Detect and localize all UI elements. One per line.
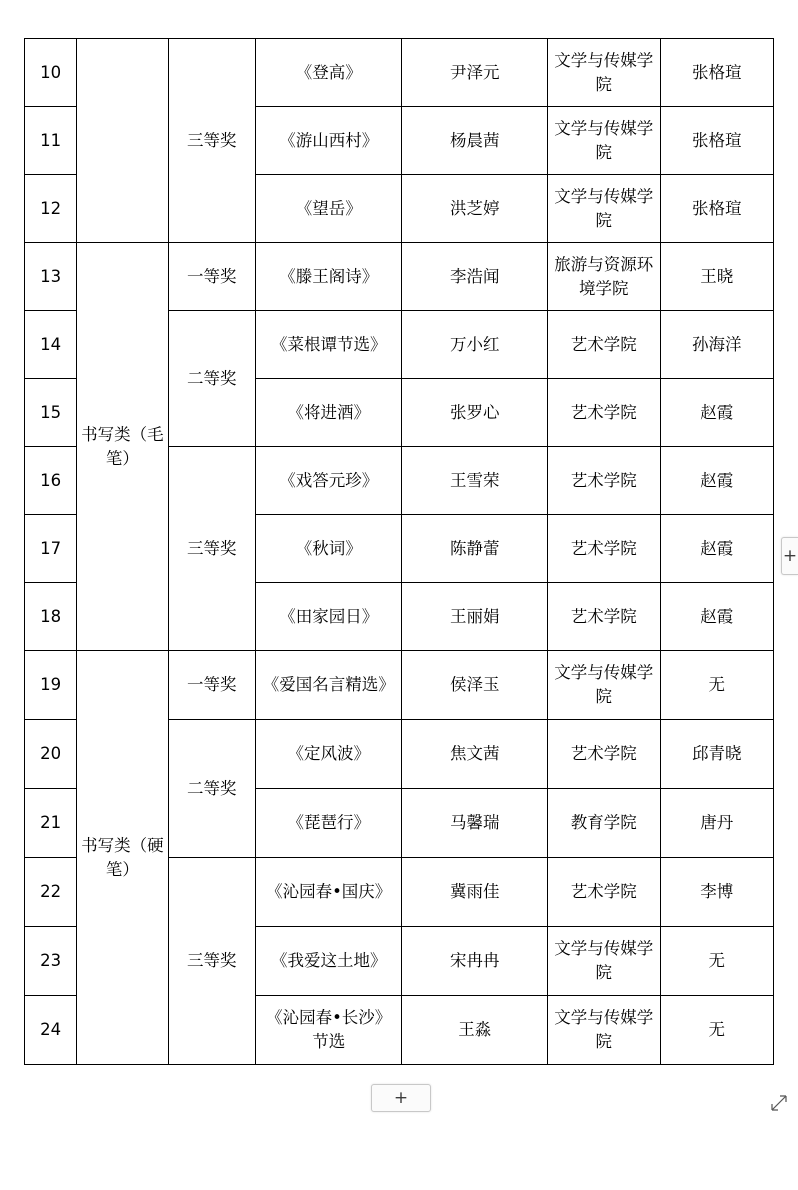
cell-work: 《爱国名言精选》: [255, 651, 402, 720]
cell-prize: 三等奖: [168, 39, 255, 243]
cell-no: 21: [25, 789, 77, 858]
cell-no: 15: [25, 379, 77, 447]
cell-coach: 张格瑄: [660, 107, 774, 175]
cell-name: 张罗心: [402, 379, 548, 447]
cell-no: 18: [25, 583, 77, 651]
cell-dept: 教育学院: [548, 789, 660, 858]
cell-name: 王雪荣: [402, 447, 548, 515]
cell-work: 《滕王阁诗》: [255, 243, 402, 311]
cell-coach: 张格瑄: [660, 39, 774, 107]
cell-coach: 赵霞: [660, 583, 774, 651]
cell-coach: 赵霞: [660, 447, 774, 515]
cell-no: 23: [25, 927, 77, 996]
cell-category-maobi: 书写类（毛笔）: [77, 243, 168, 651]
cell-prize: 三等奖: [168, 447, 255, 651]
cell-dept: 文学与传媒学院: [548, 175, 660, 243]
cell-coach: 邱青晓: [660, 720, 774, 789]
cell-no: 14: [25, 311, 77, 379]
cell-no: 16: [25, 447, 77, 515]
cell-work: 《将进酒》: [255, 379, 402, 447]
cell-category-yingbi: 书写类（硬笔）: [77, 651, 168, 1065]
cell-work: 《游山西村》: [255, 107, 402, 175]
cell-name: 宋冉冉: [402, 927, 548, 996]
cell-no: 13: [25, 243, 77, 311]
cell-name: 洪芝婷: [402, 175, 548, 243]
cell-coach: 孙海洋: [660, 311, 774, 379]
cell-no: 12: [25, 175, 77, 243]
table-row: [25, 243, 774, 311]
cell-work: 《戏答元珍》: [255, 447, 402, 515]
cell-dept: 文学与传媒学院: [548, 39, 660, 107]
award-table: [24, 38, 774, 1065]
cell-name: 万小红: [402, 311, 548, 379]
cell-work: 《我爱这土地》: [255, 927, 402, 996]
cell-dept: 文学与传媒学院: [548, 996, 660, 1065]
cell-name: 王淼: [402, 996, 548, 1065]
cell-no: 20: [25, 720, 77, 789]
cell-work: 《沁园春•长沙》节选: [255, 996, 402, 1065]
cell-coach: 李博: [660, 858, 774, 927]
cell-no: 11: [25, 107, 77, 175]
cell-coach: 王晓: [660, 243, 774, 311]
cell-coach: 无: [660, 927, 774, 996]
cell-work: 《沁园春•国庆》: [255, 858, 402, 927]
cell-name: 侯泽玉: [402, 651, 548, 720]
cell-dept: 艺术学院: [548, 379, 660, 447]
cell-dept: 文学与传媒学院: [548, 651, 660, 720]
cell-name: 尹泽元: [402, 39, 548, 107]
cell-work: 《望岳》: [255, 175, 402, 243]
cell-dept: 文学与传媒学院: [548, 927, 660, 996]
cell-work: 《定风波》: [255, 720, 402, 789]
cell-dept: 艺术学院: [548, 311, 660, 379]
cell-work: 《琵琶行》: [255, 789, 402, 858]
cell-no: 10: [25, 39, 77, 107]
cell-no: 24: [25, 996, 77, 1065]
cell-dept: 艺术学院: [548, 515, 660, 583]
cell-coach: 张格瑄: [660, 175, 774, 243]
add-column-button[interactable]: +: [781, 537, 798, 575]
cell-work: 《登高》: [255, 39, 402, 107]
cell-name: 王丽娟: [402, 583, 548, 651]
cell-name: 陈静蕾: [402, 515, 548, 583]
table-row: [25, 39, 774, 107]
cell-name: 焦文茜: [402, 720, 548, 789]
cell-coach: 无: [660, 651, 774, 720]
cell-prize: 二等奖: [168, 720, 255, 858]
cell-dept: 艺术学院: [548, 447, 660, 515]
cell-dept: 艺术学院: [548, 583, 660, 651]
cell-coach: 赵霞: [660, 379, 774, 447]
cell-dept: 文学与传媒学院: [548, 107, 660, 175]
cell-prize: 一等奖: [168, 651, 255, 720]
cell-category-empty: [77, 39, 168, 243]
cell-no: 17: [25, 515, 77, 583]
cell-dept: 旅游与资源环境学院: [548, 243, 660, 311]
cell-work: 《菜根谭节选》: [255, 311, 402, 379]
cell-name: 冀雨佳: [402, 858, 548, 927]
cell-prize: 三等奖: [168, 858, 255, 1065]
cell-work: 《秋词》: [255, 515, 402, 583]
cell-name: 李浩闻: [402, 243, 548, 311]
cell-dept: 艺术学院: [548, 720, 660, 789]
cell-dept: 艺术学院: [548, 858, 660, 927]
cell-coach: 无: [660, 996, 774, 1065]
cell-no: 22: [25, 858, 77, 927]
cell-coach: 唐丹: [660, 789, 774, 858]
table-row: [25, 651, 774, 720]
cell-coach: 赵霞: [660, 515, 774, 583]
cell-prize: 二等奖: [168, 311, 255, 447]
cell-name: 杨晨茜: [402, 107, 548, 175]
cell-prize: 一等奖: [168, 243, 255, 311]
cell-name: 马馨瑞: [402, 789, 548, 858]
cell-work: 《田家园日》: [255, 583, 402, 651]
resize-handle-icon[interactable]: [770, 1094, 788, 1112]
add-row-button[interactable]: +: [371, 1084, 431, 1112]
cell-no: 19: [25, 651, 77, 720]
